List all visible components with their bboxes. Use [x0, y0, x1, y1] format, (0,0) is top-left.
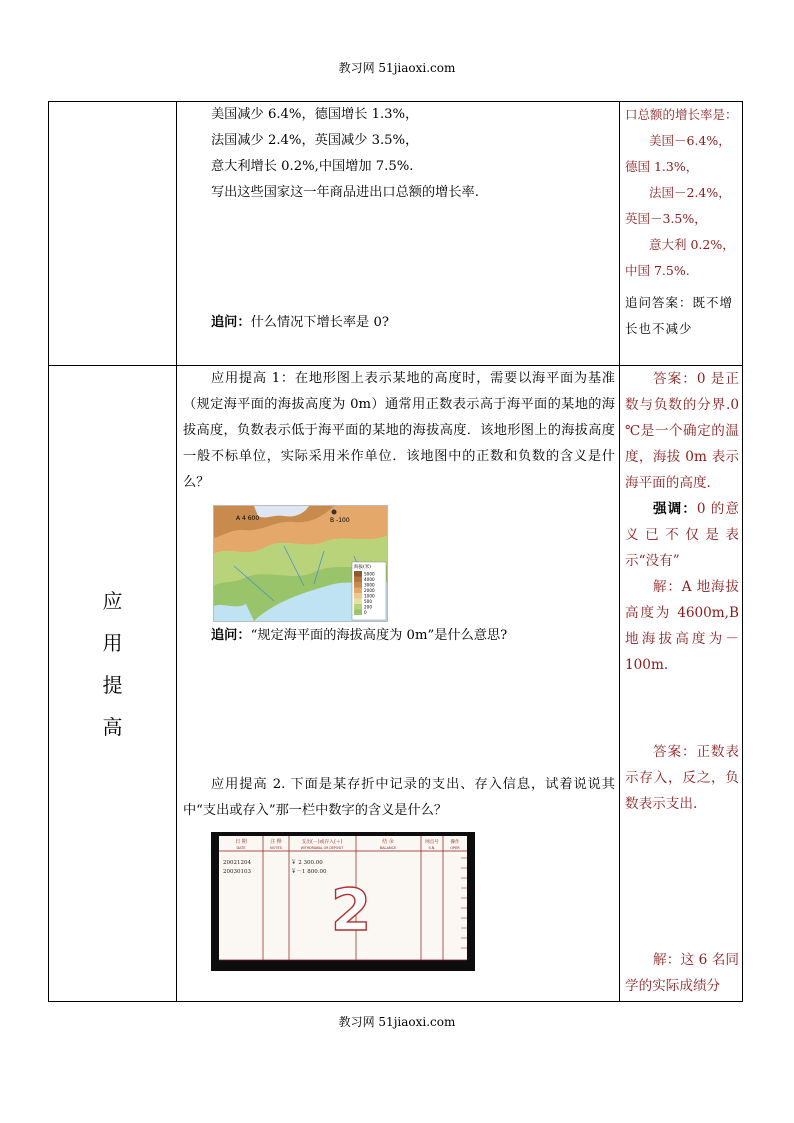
map-legend-value: 0: [364, 610, 367, 615]
answer-1-text: 0 是正数与负数的分界.0 ℃是一个确定的温度，海拔 0m 表示海平面的高度.: [625, 371, 739, 491]
section-title: [49, 580, 176, 748]
passbook-col-sn-en: S.N.: [428, 846, 436, 850]
answer-line-1: 口总额的增长率是：: [625, 107, 738, 122]
passbook-col-amount-en: WITHDRAWAL OR DEPOSIT: [300, 846, 344, 850]
passbook-col-date-en: DATE: [236, 846, 246, 850]
passbook-col-balance: 结 余: [382, 839, 394, 845]
row2-answer-1: [625, 366, 739, 678]
map-label-b: B -100: [330, 517, 350, 524]
row2-q1-followup: [183, 623, 615, 649]
table-col-divider-1: [176, 102, 177, 1001]
row1-line-1: 美国减少 6.4%，德国增长 1.3%，: [211, 107, 419, 122]
question-2: 应用提高 2. 下面是某存折中记录的支出、存入信息，试着说说其中“支出或存入”那一栏中数字的含义是什么？: [183, 777, 615, 818]
answer-line-5: 英国－3.5%，: [625, 211, 707, 226]
terrain-map: [213, 505, 388, 622]
map-legend-value: 200: [364, 604, 372, 610]
passbook-col-notes: 注 释: [270, 839, 282, 845]
row2-q1: [183, 366, 615, 496]
emphasis-label: 强调：: [653, 501, 697, 517]
solution-2-text: 这 6 名同学的实际成绩分: [625, 952, 739, 994]
emphasis: [625, 496, 739, 574]
answer-line-7: 中国 7.5%.: [625, 263, 690, 278]
row1-answers: [625, 102, 739, 342]
answer-1-label: 答案：: [653, 371, 697, 387]
solution-1: [625, 574, 739, 678]
solution-1-text: A 地海拔高度为 4600m,B 地海拔高度为－100m.: [625, 579, 740, 673]
answer-1: [625, 366, 739, 496]
passbook-row-date: 20021204: [223, 860, 251, 866]
passbook-col-notes-en: NOTES: [270, 846, 282, 850]
page-footer: 教习网 51jiaoxi.com: [338, 1015, 456, 1029]
row2-q2: [183, 772, 615, 824]
solution-2: [625, 947, 739, 999]
table-col-divider-2: [619, 102, 620, 1001]
map-legend-value: 500: [364, 599, 372, 604]
map-legend-value: 5000: [364, 571, 375, 577]
question-1: 应用提高 1：在地形图上表示某地的高度时，需要以海平面为基准（规定海平面的海拔高度为 0m）通常用正数表示高于海平面的某地的海拔高度，负数表示低于海平面的某地的海拔高度．该地形图上的海拔高度一般不标单位，实际采用米作单位．该地图中的正数和负数的含义是什么？: [183, 371, 615, 490]
passbook-col-date: 日 期: [235, 839, 247, 845]
row1-content: [183, 102, 615, 336]
followup-answer: 追问答案：既不增长也不减少: [625, 295, 734, 336]
map-legend-title: 海拔(米): [354, 565, 372, 570]
row1-line-3: 意大利增长 0.2%,中国增加 7.5%.: [211, 159, 414, 174]
answer-2-label: 答案：: [653, 744, 697, 760]
answer-line-4: 法国－2.4%，: [649, 185, 731, 200]
solution-1-label: 解：: [653, 579, 682, 595]
row1-line-4: 写出这些国家这一年商品进出口总额的增长率.: [211, 185, 479, 200]
passbook-col-oper: 操作: [450, 840, 460, 845]
q1-followup-text: “规定海平面的海拔高度为 0m”是什么意思?: [250, 628, 508, 643]
map-legend-value: 2000: [364, 588, 375, 593]
section-char: 应: [102, 589, 123, 613]
row1-line-2: 法国减少 2.4%，英国减少 3.5%，: [211, 133, 419, 148]
map-label-a: A 4 600: [236, 515, 260, 522]
row2-solution-2: [625, 947, 739, 999]
page-header: 教习网 51jiaoxi.com: [338, 61, 456, 75]
answer-2: [625, 739, 739, 817]
answer-line-6: 意大利 0.2%，: [649, 237, 735, 252]
followup-text: 什么情况下增长率是 0?: [250, 315, 389, 330]
map-legend-value: 4000: [364, 577, 375, 582]
answer-line-3: 德国 1.3%，: [625, 159, 699, 174]
map-legend-value: 3000: [364, 582, 375, 588]
section-char: 高: [102, 715, 123, 739]
answer-line-2: 美国－6.4%，: [649, 133, 731, 148]
section-char: 提: [102, 673, 123, 697]
answer-2-text: 正数表示存入，反之，负数表示支出.: [625, 744, 740, 812]
q1-followup: [183, 623, 615, 649]
passbook-col-amount: 支出(－)或存入(＋): [301, 840, 343, 845]
emphasis-text: 0 的意义已不仅是表示“没有”: [625, 501, 739, 569]
passbook-row-date: 20030103: [223, 869, 251, 875]
passbook-col-oper-en: OPER: [450, 846, 460, 850]
row2-answer-2: [625, 739, 739, 817]
section-char: 用: [102, 631, 123, 655]
q1-followup-label: 追问：: [211, 628, 251, 643]
passbook-image: [211, 832, 475, 971]
passbook-row-amount: ￥ 2 300.00: [291, 860, 323, 866]
passbook-col-balance-en: BALANCE: [379, 846, 397, 850]
lesson-table: [48, 101, 743, 1002]
passbook-row-amount: ￥－1 800.00: [291, 869, 327, 875]
followup-label: 追问：: [211, 315, 251, 330]
passbook-big-number: 2: [330, 876, 372, 944]
solution-2-label: 解：: [653, 952, 681, 968]
row1-followup: [183, 310, 615, 336]
map-legend-value: 1000: [364, 593, 375, 599]
passbook-col-sn: 网点号: [425, 840, 439, 845]
